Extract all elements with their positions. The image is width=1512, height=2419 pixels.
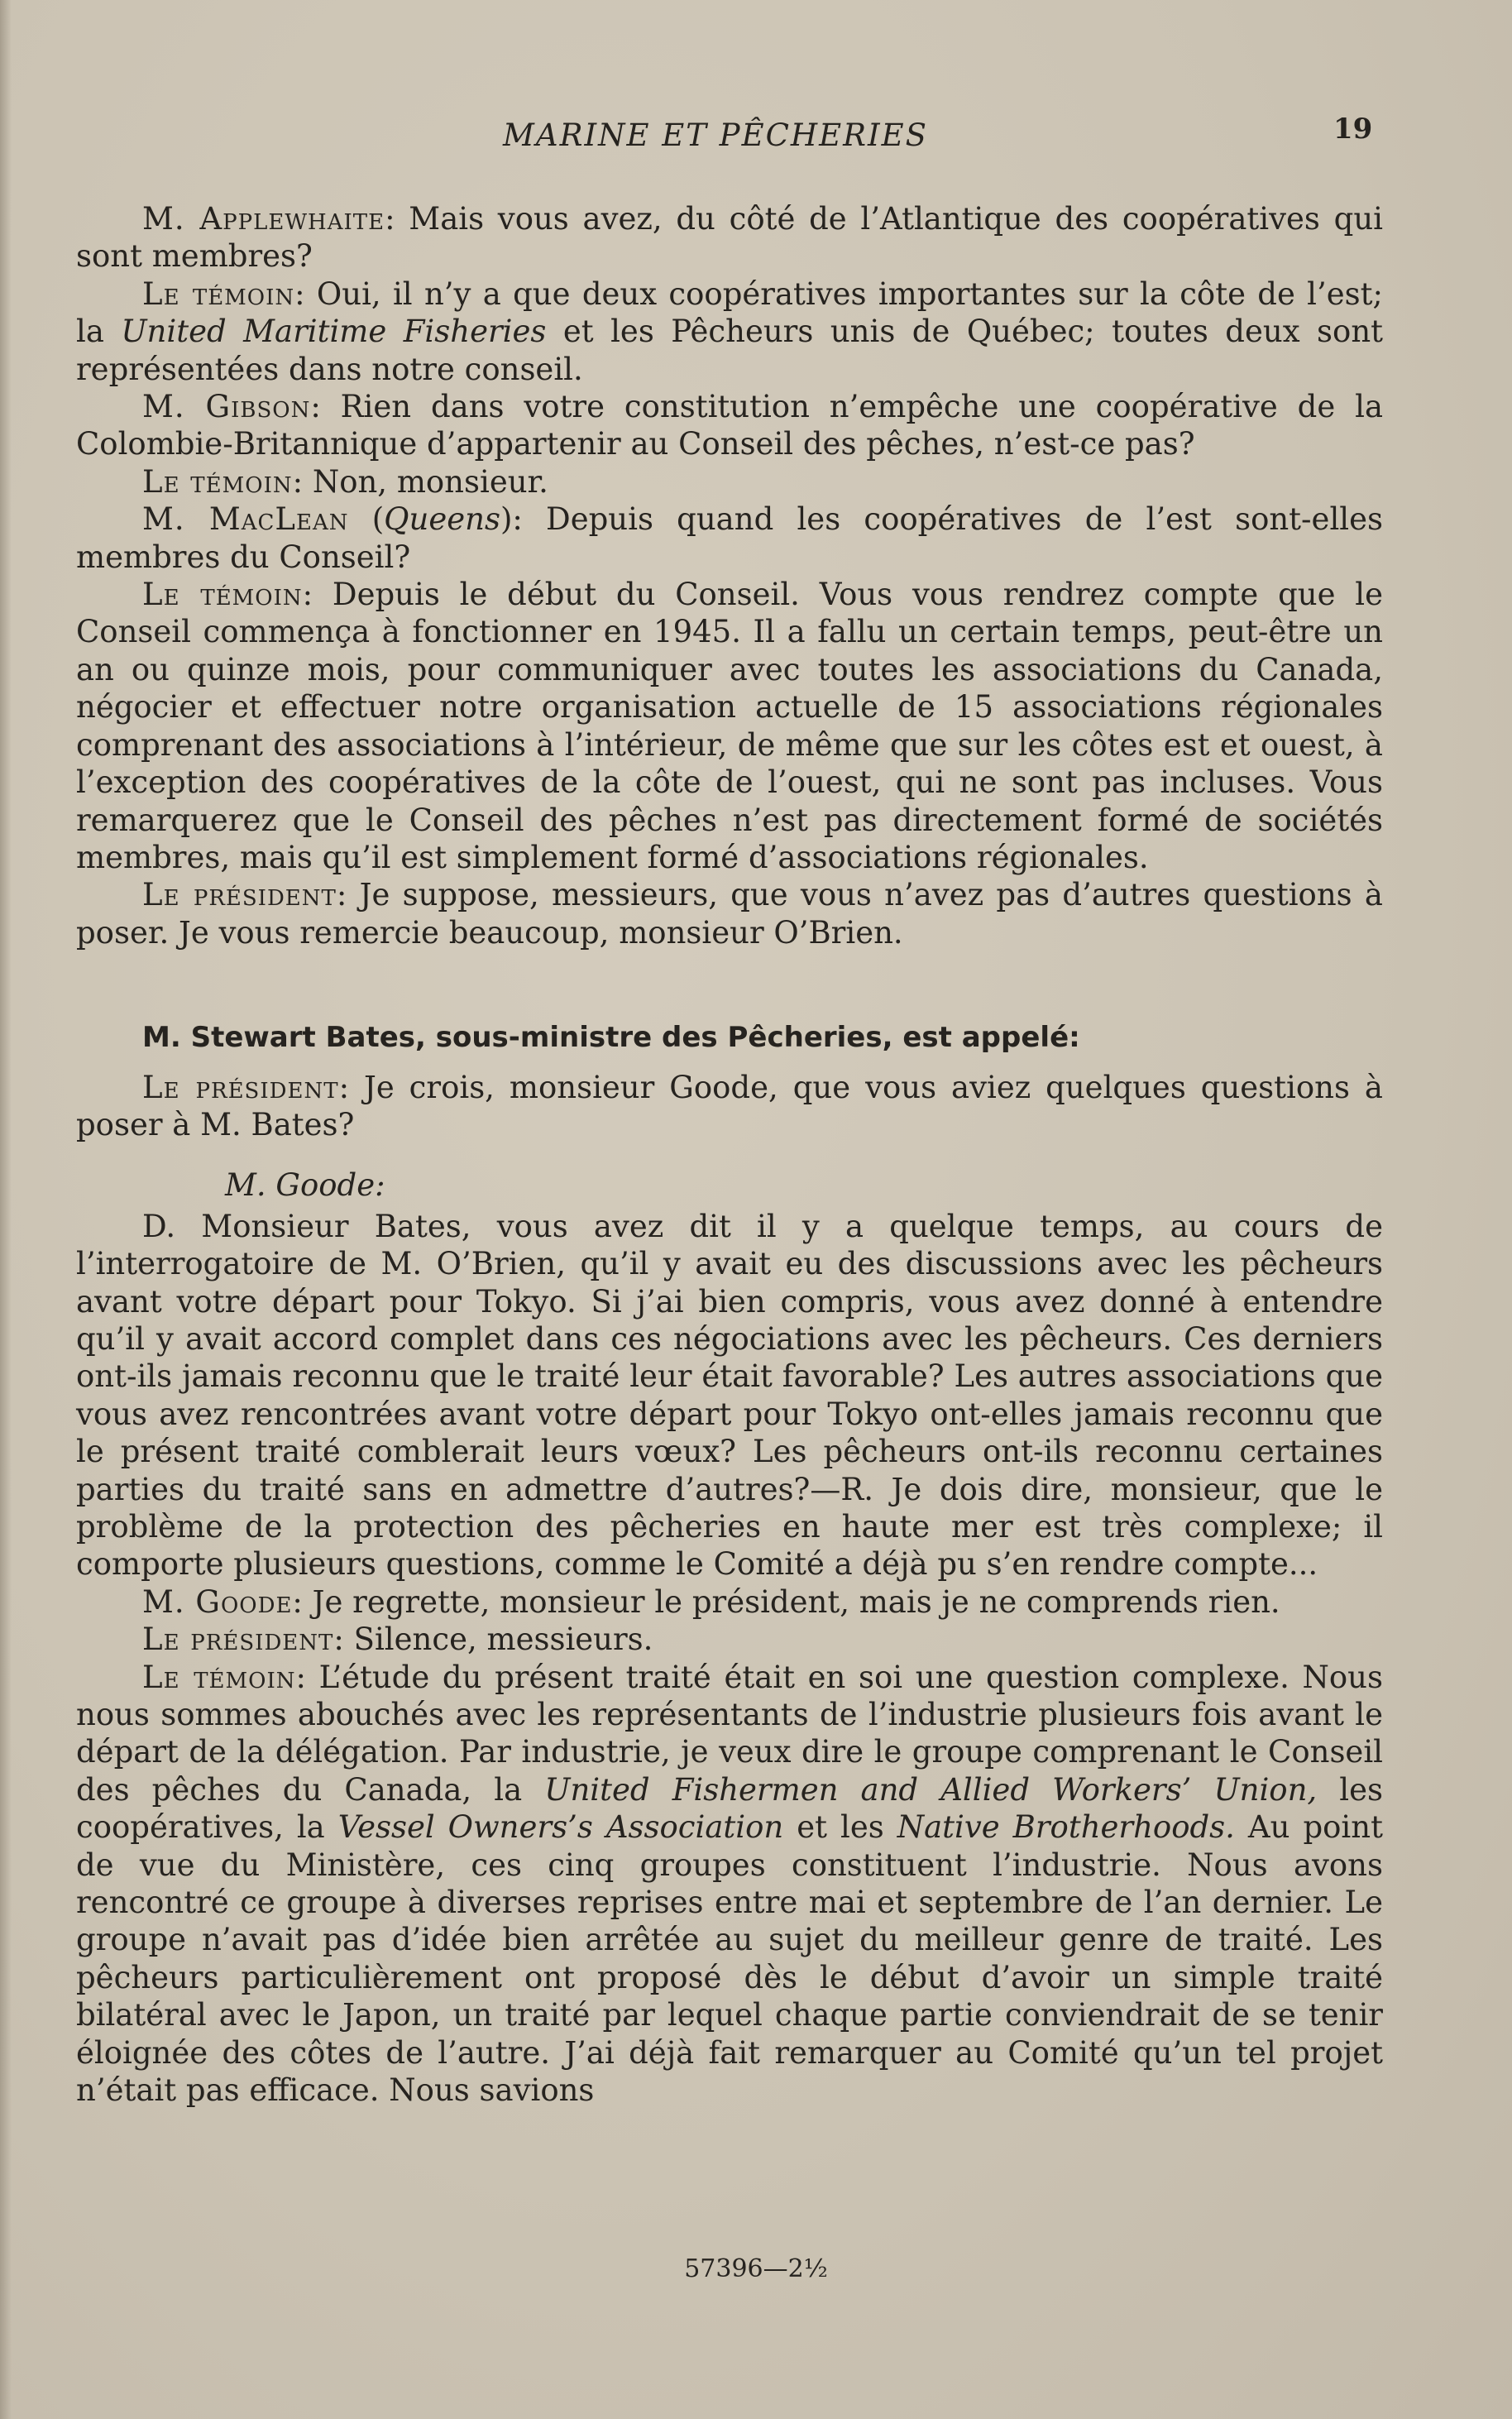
- paragraph-text: les coopératives, la: [76, 1771, 1383, 1846]
- paragraph-maclean: M. MacLean (Queens): Depuis quand les coopératives de l’est sont-elles membres du Conseil?: [76, 501, 1383, 575]
- speaker-name: Le témoin: [142, 1659, 296, 1695]
- paragraph-text: : Je crois, monsieur Goode, que vous aviez quelques questions à poser à M. Bates?: [76, 1069, 1383, 1142]
- paragraph-temoin-3: [76, 576, 1383, 876]
- paragraph-text: : Je regrette, monsieur le président, mais je ne comprends rien.: [292, 1583, 1280, 1620]
- speaker-name: Le président: [142, 1069, 339, 1105]
- paragraph-text: : Rien dans votre constitution n’empêche une coopérative de la Colombie-Britannique d’appartenir au Conseil des pêches, n’est-ce pas?: [76, 389, 1383, 462]
- speaker-name: Le président: [142, 877, 337, 913]
- speaker-name: Le président: [142, 1621, 334, 1658]
- paragraph-applewhaite: [76, 200, 1383, 275]
- speaker-name: Le témoin: [142, 275, 295, 312]
- riding-name: Queens: [384, 501, 500, 538]
- paragraph-text: : Depuis le début du Conseil. Vous vous rendrez compte que le Conseil commença à fonctionner en 1945. Il a fallu un certain temps, peut-être un an ou quinze mois, pour communiquer avec toutes les associations du Canada, négocier et effectuer notre organisation actuelle de 15 associations régionales comprenant des associations à l’intérieur, de même que sur les côtes est et ouest, à l’exception des coopératives de la côte de l’ouest, qui ne sont pas incluses. Vous remarquerez que le Conseil des pêches n’est pas directement formé de sociétés membres, mais qu’il est simplement formé d’associations régionales.: [76, 577, 1384, 875]
- organization-name: United Fishermen and Allied Workers’ Union,: [544, 1771, 1318, 1808]
- paragraph-temoin-2: [76, 463, 1383, 501]
- page-number: 19: [1333, 113, 1373, 146]
- speaker-name: M. MacLean: [142, 501, 349, 538]
- section-heading: M. Stewart Bates, sous-ministre des Pêcheries, est appelé:: [142, 1021, 1080, 1055]
- paragraph-text: : Non, monsieur.: [292, 463, 548, 500]
- page-spine-shadow: [0, 0, 12, 2419]
- paragraph-question: D. Monsieur Bates, vous avez dit il y a quelque temps, au cours de l’interrogatoire de M. O’Brien, qu’il y avait eu des discussions avec les pêcheurs avant votre départ pour Tokyo. Si j’ai bien compris, vous avez donné à entendre qu’il y avait accord complet dans ces négociations avec les pêcheurs. Ces derniers ont-ils jamais reconnu que le traité leur était favorable? Les autres associations que vous avez rencontrées avant votre départ pour Tokyo ont-elles jamais reconnu que le présent traité comblerait leurs vœux? Les pêcheurs ont-ils reconnu certaines parties du traité sans en admettre d’autres?—R. Je dois dire, monsieur, que le problème de la protection des pêcheries en haute mer est très complexe; il comporte plusieurs questions, comme le Comité a déjà pu s’en rendre compte...: [76, 1208, 1383, 1583]
- paragraph-temoin-1: [76, 275, 1383, 388]
- speaker-name: M. Gibson: [142, 389, 311, 425]
- printer-signature-mark: 57396—2½: [684, 2254, 828, 2283]
- organization-name: Native Brotherhoods.: [897, 1809, 1235, 1846]
- paragraph-president-2: [76, 1069, 1383, 1144]
- paragraph-gibson: [76, 388, 1383, 463]
- paragraph-text: et les: [783, 1809, 897, 1846]
- page-header: [0, 113, 1512, 167]
- paragraph-goode: [76, 1583, 1383, 1621]
- running-title: MARINE ET PÊCHERIES: [503, 117, 928, 153]
- paragraph-text: : L’étude du présent traité était en soi une question complexe. Nous nous sommes abouchés avec les représentants de l’industrie plusieurs fois avant le départ de la délégation. Par industrie, je veux dire le groupe comprenant le Conseil des pêches du Canada, la: [76, 1659, 1383, 1808]
- speaker-name: M. Applewhaite: [142, 201, 385, 237]
- paragraph-text: : Oui, il n’y a que deux coopératives importantes sur la côte de l’est; la: [76, 275, 1383, 350]
- paragraph-text: et les Pêcheurs unis de Québec; toutes deux sont représentées dans notre conseil.: [76, 314, 1384, 387]
- examiner-label: M. Goode:: [225, 1167, 385, 1204]
- speaker-name: Le témoin: [142, 463, 293, 500]
- paragraph-temoin-4: [76, 1659, 1383, 2110]
- paragraph-text: : Mais vous avez, du côté de l’Atlantique des coopératives qui sont membres?: [76, 201, 1383, 275]
- document-body: [76, 200, 1383, 2110]
- organization-name: United Maritime Fisheries: [121, 314, 547, 350]
- paragraph-president-3: [76, 1621, 1383, 1658]
- speaker-name: Le témoin: [142, 577, 303, 613]
- organization-name: Vessel Owners’s Association: [337, 1809, 784, 1846]
- paragraph-text: Au point de vue du Ministère, ces cinq groupes constituent l’industrie. Nous avons rencontré ce groupe à diverses reprises entre mai et septembre de l’an dernier. Le groupe n’avait pas d’idée bien arrêtée au sujet du meilleur genre de traité. Les pêcheurs particulièrement ont proposé dès le début d’avoir un simple traité bilatéral avec le Japon, un traité par lequel chaque partie conviendrait de se tenir éloignée des côtes de l’autre. J’ai déjà fait remarquer au Comité qu’un tel projet n’était pas efficace. Nous savions: [76, 1809, 1383, 2109]
- speaker-name: M. Goode: [142, 1583, 293, 1620]
- paragraph-text: : Depuis quand les coopératives de l’est sont-elles membres du Conseil?: [76, 501, 1383, 575]
- paragraph-president-1: [76, 876, 1383, 951]
- paragraph-text: : Je suppose, messieurs, que vous n’avez pas d’autres questions à poser. Je vous remercie beaucoup, monsieur O’Brien.: [76, 877, 1383, 951]
- paragraph-text: : Silence, messieurs.: [333, 1621, 653, 1658]
